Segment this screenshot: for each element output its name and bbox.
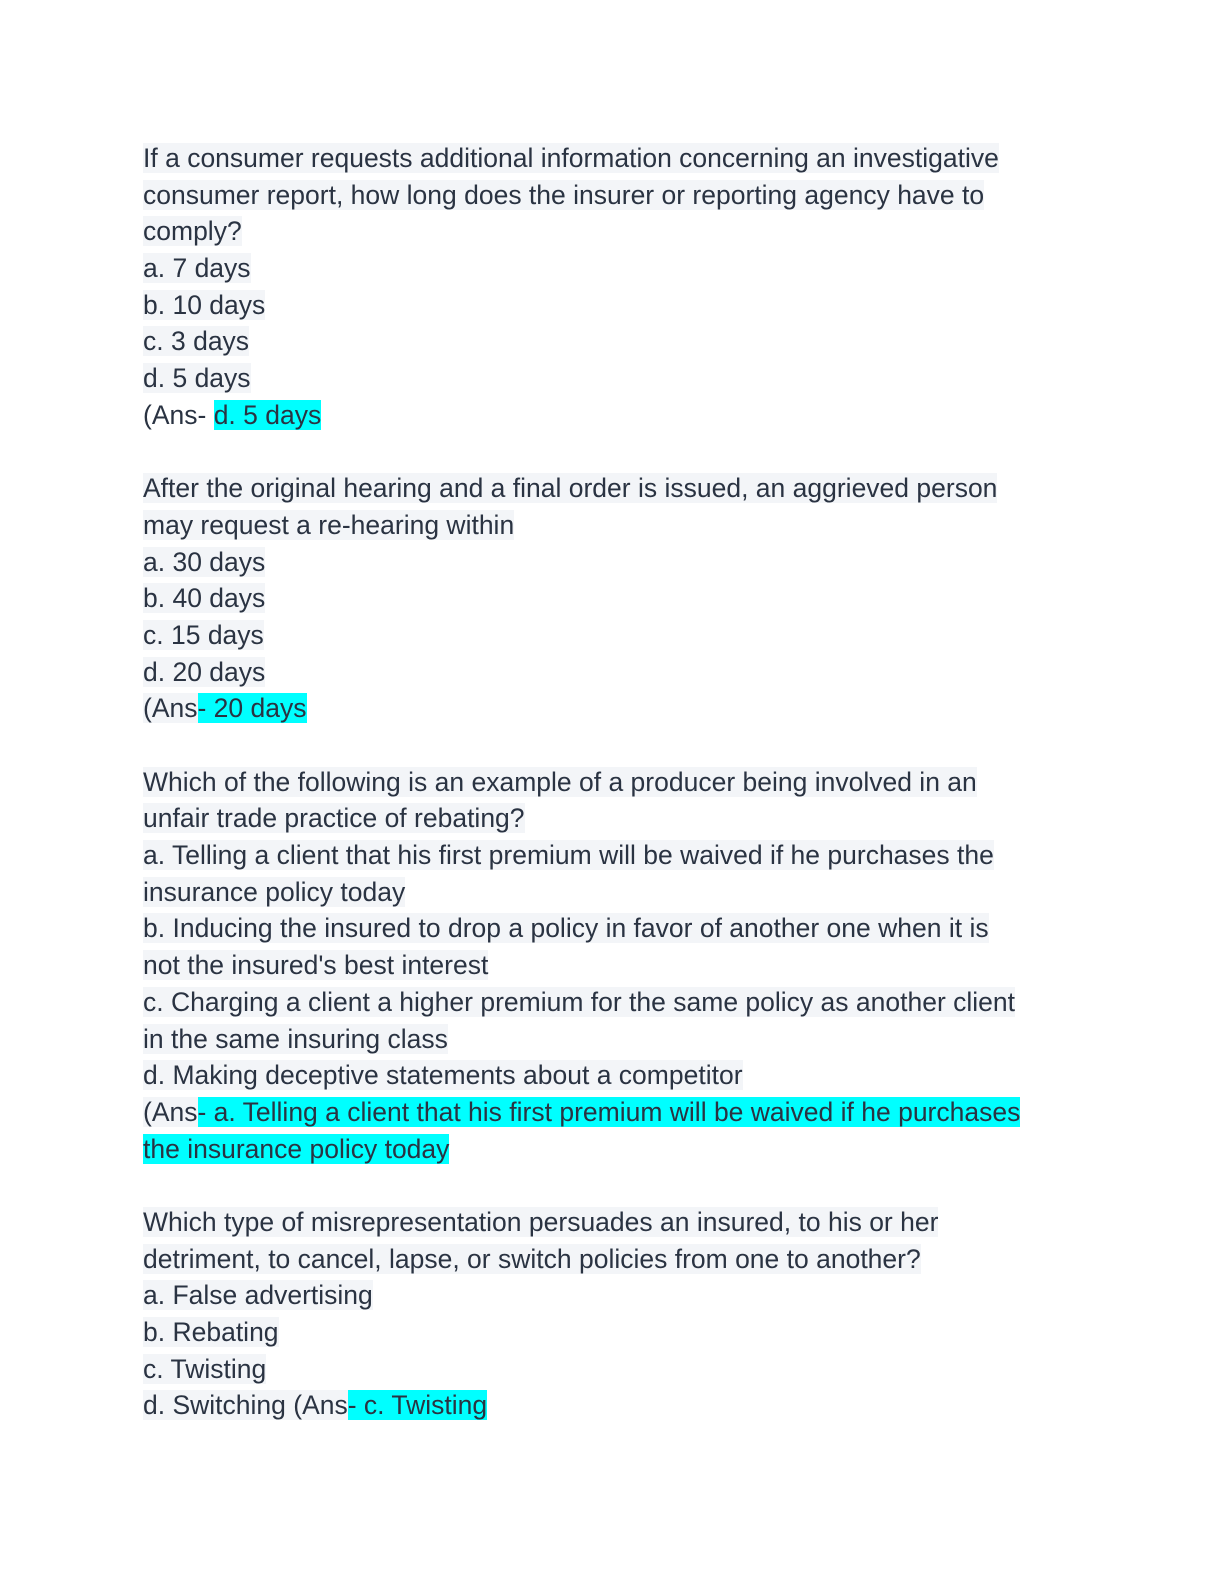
question-4-answer-line-1 [143,1387,1103,1424]
question-4-option-c: c. Twisting [143,1353,267,1384]
answer-highlight: the insurance policy today [143,1133,450,1164]
question-1-option-d: d. 5 days [143,363,251,394]
question-3-option-c-line-1: c. Charging a client a higher premium for the same policy as another client [143,986,1015,1017]
question-2-option-c: c. 15 days [143,619,264,650]
question-3-option-a-line-2: insurance policy today [143,876,406,907]
question-3-option-a-line-1: a. Telling a client that his first premium will be waived if he purchases the [143,840,994,871]
question-2-option-d: d. 20 days [143,656,266,687]
answer-highlight: - a. Telling a client that his first premium will be waived if he purchases [197,1096,1021,1127]
answer-prefix: (Ans- [143,399,214,430]
question-3-option-c-line-2: in the same insuring class [143,1023,448,1054]
question-3-option-b-line-1: b. Inducing the insured to drop a policy in favor of another one when it is [143,913,989,944]
question-1-answer-line-1 [143,397,1103,434]
question-block-2 [143,470,1103,727]
answer-prefix: d. Switching (Ans [143,1390,348,1421]
question-4-stem-line-2: detriment, to cancel, lapse, or switch policies from one to another? [143,1243,921,1274]
question-3-option-b-line-2: not the insured's best interest [143,950,489,981]
document-content [143,140,1103,1424]
question-2-option-a: a. 30 days [143,546,266,577]
question-spacer [143,434,1103,471]
question-1-stem-line-1: If a consumer requests additional information concerning an investigative [143,143,999,173]
question-2-answer-line-1 [143,690,1103,727]
question-1-option-b: b. 10 days [143,289,266,320]
question-3-answer-line-2 [143,1131,1103,1168]
question-block-3 [143,764,1103,1168]
question-spacer [143,727,1103,764]
question-4-option-b: b. Rebating [143,1317,279,1347]
question-1-option-c: c. 3 days [143,326,250,357]
answer-prefix: (Ans [143,693,198,724]
question-3-stem-line-2: unfair trade practice of rebating? [143,803,525,834]
question-4-stem-line-1: Which type of misrepresentation persuades an insured, to his or her [143,1206,939,1237]
question-1-stem-line-2: consumer report, how long does the insurer or reporting agency have to [143,179,985,210]
question-2-stem-line-1: After the original hearing and a final order is issued, an aggrieved person [143,473,998,504]
question-3-option-d: d. Making deceptive statements about a competitor [143,1060,743,1091]
question-3-stem-line-1: Which of the following is an example of a producer being involved in an [143,766,977,797]
question-block-1 [143,140,1103,434]
question-2-stem-line-2: may request a re-hearing within [143,509,515,540]
answer-prefix: (Ans [143,1096,198,1127]
question-3-answer-line-1 [143,1094,1103,1131]
question-1-option-a: a. 7 days [143,253,251,284]
question-4-option-a: a. False advertising [143,1280,373,1311]
question-2-option-b: b. 40 days [143,583,266,614]
question-spacer [143,1167,1103,1204]
question-block-4 [143,1204,1103,1424]
answer-highlight: - 20 days [197,693,307,724]
answer-highlight: - c. Twisting [347,1390,488,1421]
answer-highlight: d. 5 days [213,399,322,430]
question-1-stem-line-3: comply? [143,216,242,247]
